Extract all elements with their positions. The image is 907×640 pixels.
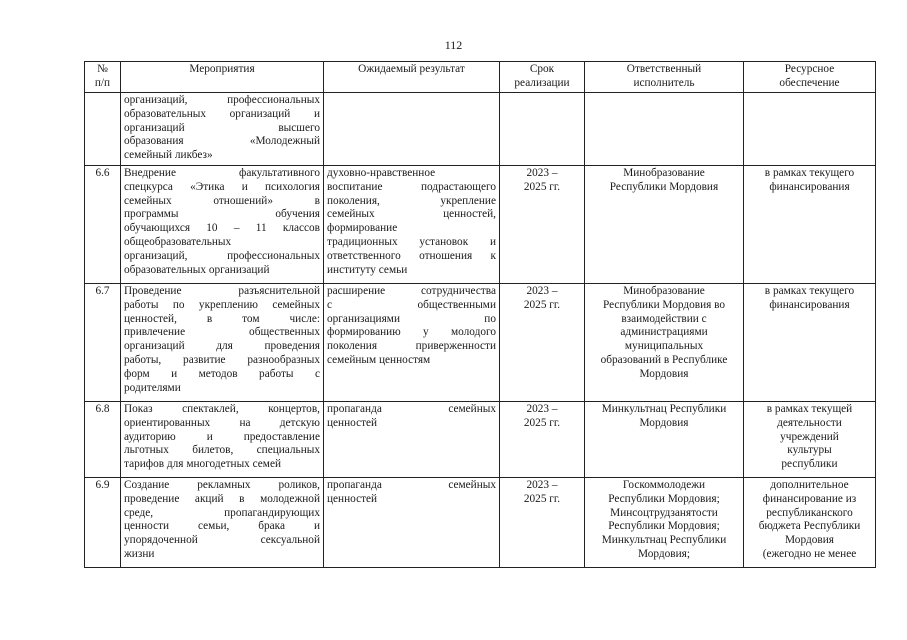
cell-line: республиканского	[766, 506, 853, 519]
cell-line: с общественными	[327, 298, 496, 311]
cell-line: обеспечение	[779, 76, 840, 89]
cell-line: работы, развитие разнообразных	[124, 353, 320, 366]
cell-line: Мордовия;	[637, 547, 691, 560]
cell-line: духовно-нравственное	[327, 167, 436, 179]
table-row	[85, 402, 876, 478]
cell-line: льготных билетов, специальных	[124, 444, 320, 457]
cell-line: финансирования	[769, 298, 850, 311]
cell-line: Мордовия	[785, 534, 834, 547]
cell-line: семейным ценностям	[327, 353, 431, 366]
cell-line: проведение акций в молодежной	[124, 492, 320, 505]
cell-line: институту семьи	[327, 263, 408, 276]
cell-line: Минобразование	[623, 285, 705, 297]
row-resources	[744, 166, 876, 284]
cell-line: в рамках текущего	[764, 167, 855, 179]
row-responsible	[585, 284, 744, 402]
cell-line: семейный ликбез»	[124, 149, 213, 162]
cell-line: форм и методов работы с	[124, 367, 320, 380]
header-term	[500, 62, 585, 93]
cell-line: Ресурсное	[784, 63, 835, 75]
row-result	[324, 166, 500, 284]
row-term	[500, 478, 585, 568]
cell-line: поколения, укрепление	[327, 194, 496, 207]
cell-line: 2023 –	[526, 285, 558, 297]
row-resources	[744, 284, 876, 402]
cell-line: семейных отношений» в	[124, 194, 320, 207]
page-number: 112	[444, 38, 463, 52]
row-num: 6.8	[85, 402, 121, 478]
measures-table	[84, 61, 876, 568]
row-event	[121, 402, 324, 478]
cell-line: ценностей	[327, 492, 378, 505]
cell-line: деятельности	[777, 416, 842, 429]
cell-line: ценностей	[327, 416, 378, 429]
row-result	[324, 93, 500, 166]
cell-line: образовательных организаций	[124, 263, 270, 276]
cell-line: формированию у молодого	[327, 326, 496, 339]
row-term	[500, 284, 585, 402]
cell-line: Проведение разъяснительной	[124, 285, 320, 297]
cell-line: ценности семьи, брака и	[124, 520, 320, 533]
row-responsible	[585, 402, 744, 478]
cell-line: Ответственный	[626, 63, 702, 75]
cell-line: организаций высшего	[124, 121, 320, 134]
cell-line: Мордовия	[639, 367, 689, 380]
cell-line: финансирование из	[762, 492, 857, 505]
cell-line: организаций, профессиональных	[124, 249, 320, 262]
cell-line: Мордовия	[639, 416, 689, 429]
row-event	[121, 284, 324, 402]
table-row	[85, 284, 876, 402]
cell-line: формирование	[327, 222, 398, 235]
cell-line: 2023 –	[526, 167, 558, 179]
row-num: 6.7	[85, 284, 121, 402]
cell-line: Минсоцтрудзанятости	[610, 506, 718, 519]
cell-line: в рамках текущей	[766, 403, 853, 415]
row-term	[500, 402, 585, 478]
row-responsible	[585, 166, 744, 284]
cell-line: Республики Мордовия во	[602, 298, 726, 311]
cell-line: 2025 гг.	[523, 416, 561, 429]
cell-line: 2023 –	[526, 403, 558, 415]
cell-line: среде, пропагандирующих	[124, 506, 320, 519]
cell-line: родителями	[124, 381, 181, 394]
row-responsible	[585, 93, 744, 166]
header-num	[85, 62, 121, 93]
cell-line: Мероприятия	[189, 63, 255, 75]
cell-line: Республики Мордовия	[609, 180, 719, 193]
table-row	[85, 478, 876, 568]
cell-line: администрациями	[620, 326, 708, 339]
row-event	[121, 478, 324, 568]
header-resources	[744, 62, 876, 93]
cell-line: программы обучения	[124, 208, 320, 221]
cell-line: Госкоммолодежи	[622, 479, 706, 491]
row-term	[500, 93, 585, 166]
cell-line: финансирования	[769, 180, 850, 193]
cell-line: муниципальных	[624, 340, 704, 353]
cell-line: Республики Мордовия;	[608, 520, 720, 533]
cell-line: Минобразование	[623, 167, 705, 179]
row-resources	[744, 478, 876, 568]
cell-line: организаций для проведения	[124, 340, 320, 353]
cell-line: Ожидаемый результат	[358, 63, 465, 75]
cell-line: исполнитель	[633, 76, 695, 89]
cell-line: в рамках текущего	[764, 285, 855, 297]
row-num: 6.6	[85, 166, 121, 284]
row-resources	[744, 93, 876, 166]
row-event	[121, 166, 324, 284]
table-row	[85, 166, 876, 284]
cell-line: 2023 –	[526, 479, 558, 491]
cell-line: Минкультнац Республики	[601, 534, 727, 547]
cell-line: ответственного отношения к	[327, 249, 496, 262]
cell-line: спецкурса «Этика и психология	[124, 180, 320, 193]
cell-line: образований в Республике	[600, 353, 728, 366]
row-resources	[744, 402, 876, 478]
cell-line: дополнительное	[770, 479, 849, 491]
cell-line: Минкультнац Республики	[601, 403, 727, 415]
cell-line: Создание рекламных роликов,	[124, 479, 320, 491]
cell-line: воспитание подрастающего	[327, 180, 496, 193]
cell-line: пропаганда семейных	[327, 403, 496, 415]
header-result	[324, 62, 500, 93]
cell-line: взаимодействии с	[621, 312, 707, 325]
cell-line: Внедрение факультативного	[124, 167, 320, 179]
cell-line: 2025 гг.	[523, 492, 561, 505]
cell-line: п/п	[94, 76, 111, 89]
cell-line: поколения приверженности	[327, 340, 496, 353]
cell-line: пропаганда семейных	[327, 479, 496, 491]
header-responsible	[585, 62, 744, 93]
cell-line: образования «Молодежный	[124, 135, 320, 148]
cell-line: работы по укреплению семейных	[124, 298, 320, 311]
cell-line: ценностей, в том числе:	[124, 312, 320, 325]
cell-line: общеобразовательных	[124, 235, 232, 248]
cell-line: ориентированных на детскую	[124, 416, 320, 429]
cell-line: традиционных установок и	[327, 235, 496, 248]
cell-line: культуры	[787, 444, 832, 457]
row-term	[500, 166, 585, 284]
row-num: 6.9	[85, 478, 121, 568]
cell-line: тарифов для многодетных семей	[124, 458, 282, 471]
cell-line: семейных ценностей,	[327, 208, 496, 221]
cell-line: №	[97, 63, 108, 75]
table-header-row	[85, 62, 876, 93]
row-result	[324, 402, 500, 478]
cell-line: расширение сотрудничества	[327, 285, 496, 297]
header-event	[121, 62, 324, 93]
cell-line: Срок	[529, 63, 555, 75]
row-responsible	[585, 478, 744, 568]
row-num	[85, 93, 121, 166]
row-result	[324, 478, 500, 568]
cell-line: бюджета Республики	[758, 520, 861, 533]
cell-line: образовательных организаций и	[124, 107, 320, 120]
cell-line: организациями по	[327, 312, 496, 325]
row-result	[324, 284, 500, 402]
cell-line: аудиторию и предоставление	[124, 430, 320, 443]
cell-line: 2025 гг.	[523, 180, 561, 193]
cell-line: Показ спектаклей, концертов,	[124, 403, 320, 415]
cell-line: (ежегодно не менее	[762, 547, 857, 560]
cell-line: 2025 гг.	[523, 298, 561, 311]
cell-line: привлечение общественных	[124, 326, 320, 339]
row-event	[121, 93, 324, 166]
cell-line: организаций, профессиональных	[124, 94, 320, 106]
cell-line: упорядоченной сексуальной	[124, 534, 320, 547]
cell-line: республики	[781, 458, 838, 471]
cell-line: реализации	[514, 76, 570, 89]
table-row	[85, 93, 876, 166]
cell-line: жизни	[124, 547, 155, 560]
cell-line: обучающихся 10 – 11 классов	[124, 222, 320, 235]
cell-line: учреждений	[780, 430, 839, 443]
cell-line: Республики Мордовия;	[608, 492, 720, 505]
